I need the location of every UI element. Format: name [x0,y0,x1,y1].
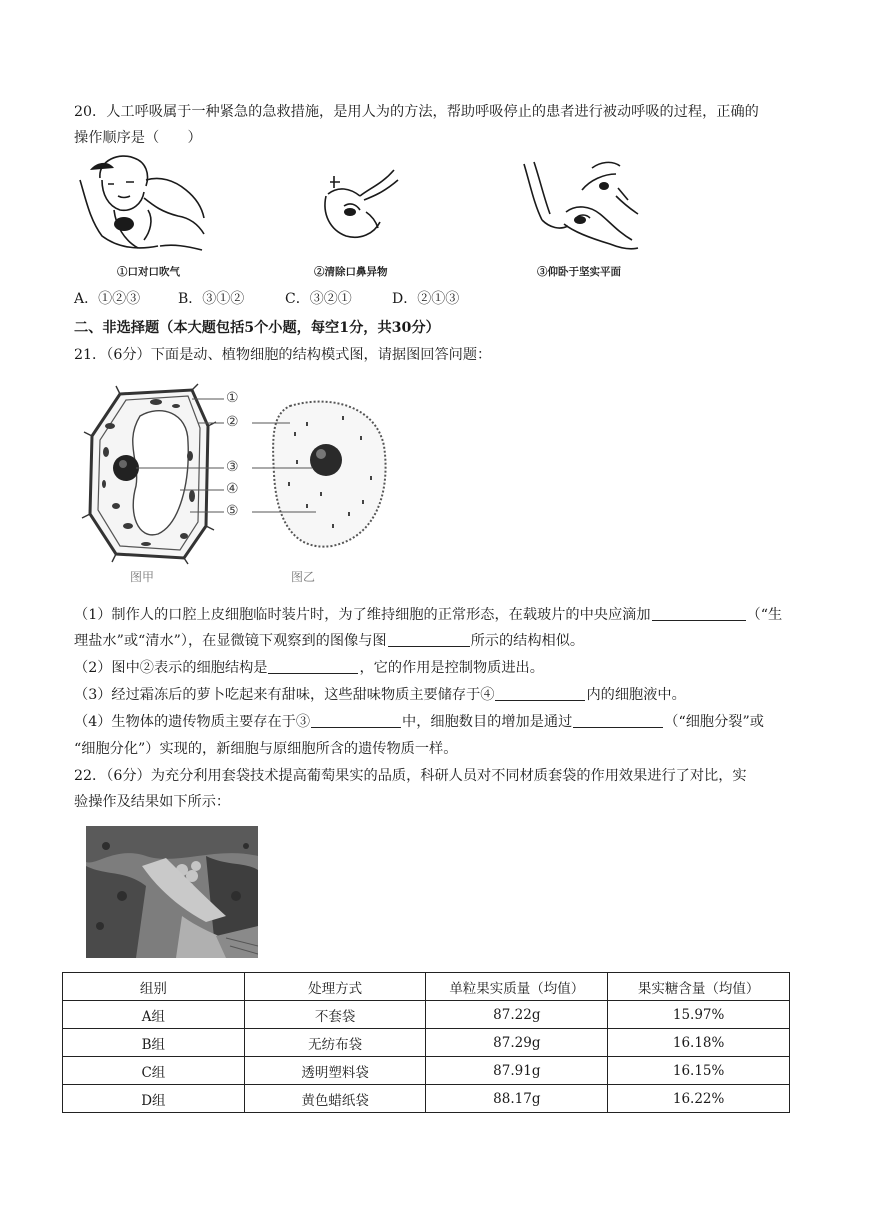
grape-bagging-photo [86,826,258,958]
answer-blank-4[interactable] [495,686,585,701]
header-sugar-content: 果实糖含量（均值） [608,973,790,1001]
cell-sugar-content: 16.15% [608,1057,790,1085]
caption-mouth-to-mouth: ①口对口吹气 [117,266,180,278]
cell-sugar-content: 16.18% [608,1029,790,1057]
cell-treatment: 透明塑料袋 [244,1057,426,1085]
table-row [63,1057,790,1085]
q22-stem-line2: 验操作及结果如下所示： [74,794,231,810]
cell-sugar-content: 16.22% [608,1085,790,1113]
cell-group: B组 [63,1029,245,1057]
answer-blank-6[interactable] [573,713,663,728]
header-treatment: 处理方式 [244,973,426,1001]
q21-sub3: （3）经过霜冻后的萝卜吃起来有甜味，这些甜味物质主要储存于④ 内的细胞液中。 [74,687,686,703]
cell-treatment: 无纺布袋 [244,1029,426,1057]
illustration-clear-airway [320,166,400,242]
answer-blank-3[interactable] [268,659,358,674]
q21-sub1-line2: 理盐水”或“清水”），在显微镜下观察到的图像与图 所示的结构相似。 [74,633,585,649]
cell-sugar-content: 15.97% [608,1001,790,1029]
illustration-supine-position [520,160,640,252]
label-4: ④ [226,481,239,497]
option-d[interactable]: D．②①③ [392,291,460,307]
header-group: 组别 [63,973,245,1001]
cell-group: C组 [63,1057,245,1085]
illustration-mouth-to-mouth [78,150,208,252]
option-c[interactable]: C．③②① [285,291,352,307]
option-b[interactable]: B．③①② [178,291,245,307]
answer-blank-2[interactable] [388,632,470,647]
q22-stem-line1: 22．（6分）为充分利用套袋技术提高葡萄果实的品质，科研人员对不同材质套袋的作用效果进行了对比，实 [74,768,747,784]
option-a[interactable]: A．①②③ [74,291,141,307]
plant-cell-diagram [80,386,400,562]
answer-blank-1[interactable] [652,606,746,621]
caption-clear-airway: ②清除口鼻异物 [314,266,388,278]
q20-stem-line1: 20．人工呼吸属于一种紧急的急救措施，是用人为的方法，帮助呼吸停止的患者进行被动呼吸的过程，正确的 [74,104,759,120]
section-2-title: 二、非选择题（本大题包括5个小题，每空1分，共30分） [74,320,440,336]
label-1: ① [226,390,239,406]
cell-treatment: 黄色蜡纸袋 [244,1085,426,1113]
q21-sub1-line1: （1）制作人的口腔上皮细胞临时装片时，为了维持细胞的正常形态，在载玻片的中央应滴加 （“生 [74,607,783,623]
q20-stem-line2: 操作顺序是（ ） [74,130,202,146]
answer-blank-5[interactable] [311,713,401,728]
q21-sub4-line2: “细胞分化”）实现的，新细胞与原细胞所含的遗传物质一样。 [74,741,458,757]
label-2: ② [226,414,239,430]
cell-fruit-mass: 87.22g [426,1001,608,1029]
cell-treatment: 不套袋 [244,1001,426,1029]
label-5: ⑤ [226,503,239,519]
q21-sub4-line1: （4）生物体的遗传物质主要存在于③ 中，细胞数目的增加是通过 （“细胞分裂”或 [74,714,764,730]
cell-fruit-mass: 87.29g [426,1029,608,1057]
cell-group: A组 [63,1001,245,1029]
cell-group: D组 [63,1085,245,1113]
table-row [63,1029,790,1057]
caption-figure-b: 图乙 [291,570,316,584]
header-fruit-mass: 单粒果实质量（均值） [426,973,608,1001]
table-header-row [63,973,790,1001]
q21-sub2: （2）图中②表示的细胞结构是 ，它的作用是控制物质进出。 [74,660,544,676]
cell-fruit-mass: 87.91g [426,1057,608,1085]
label-3: ③ [226,459,239,475]
grape-bagging-results-table [62,972,790,1113]
caption-supine-position: ③仰卧于坚实平面 [537,266,621,278]
q21-intro: 21．（6分）下面是动、植物细胞的结构模式图，请据图回答问题： [74,347,492,363]
table-row [63,1001,790,1029]
cell-fruit-mass: 88.17g [426,1085,608,1113]
table-row [63,1085,790,1113]
caption-figure-a: 图甲 [130,570,155,584]
